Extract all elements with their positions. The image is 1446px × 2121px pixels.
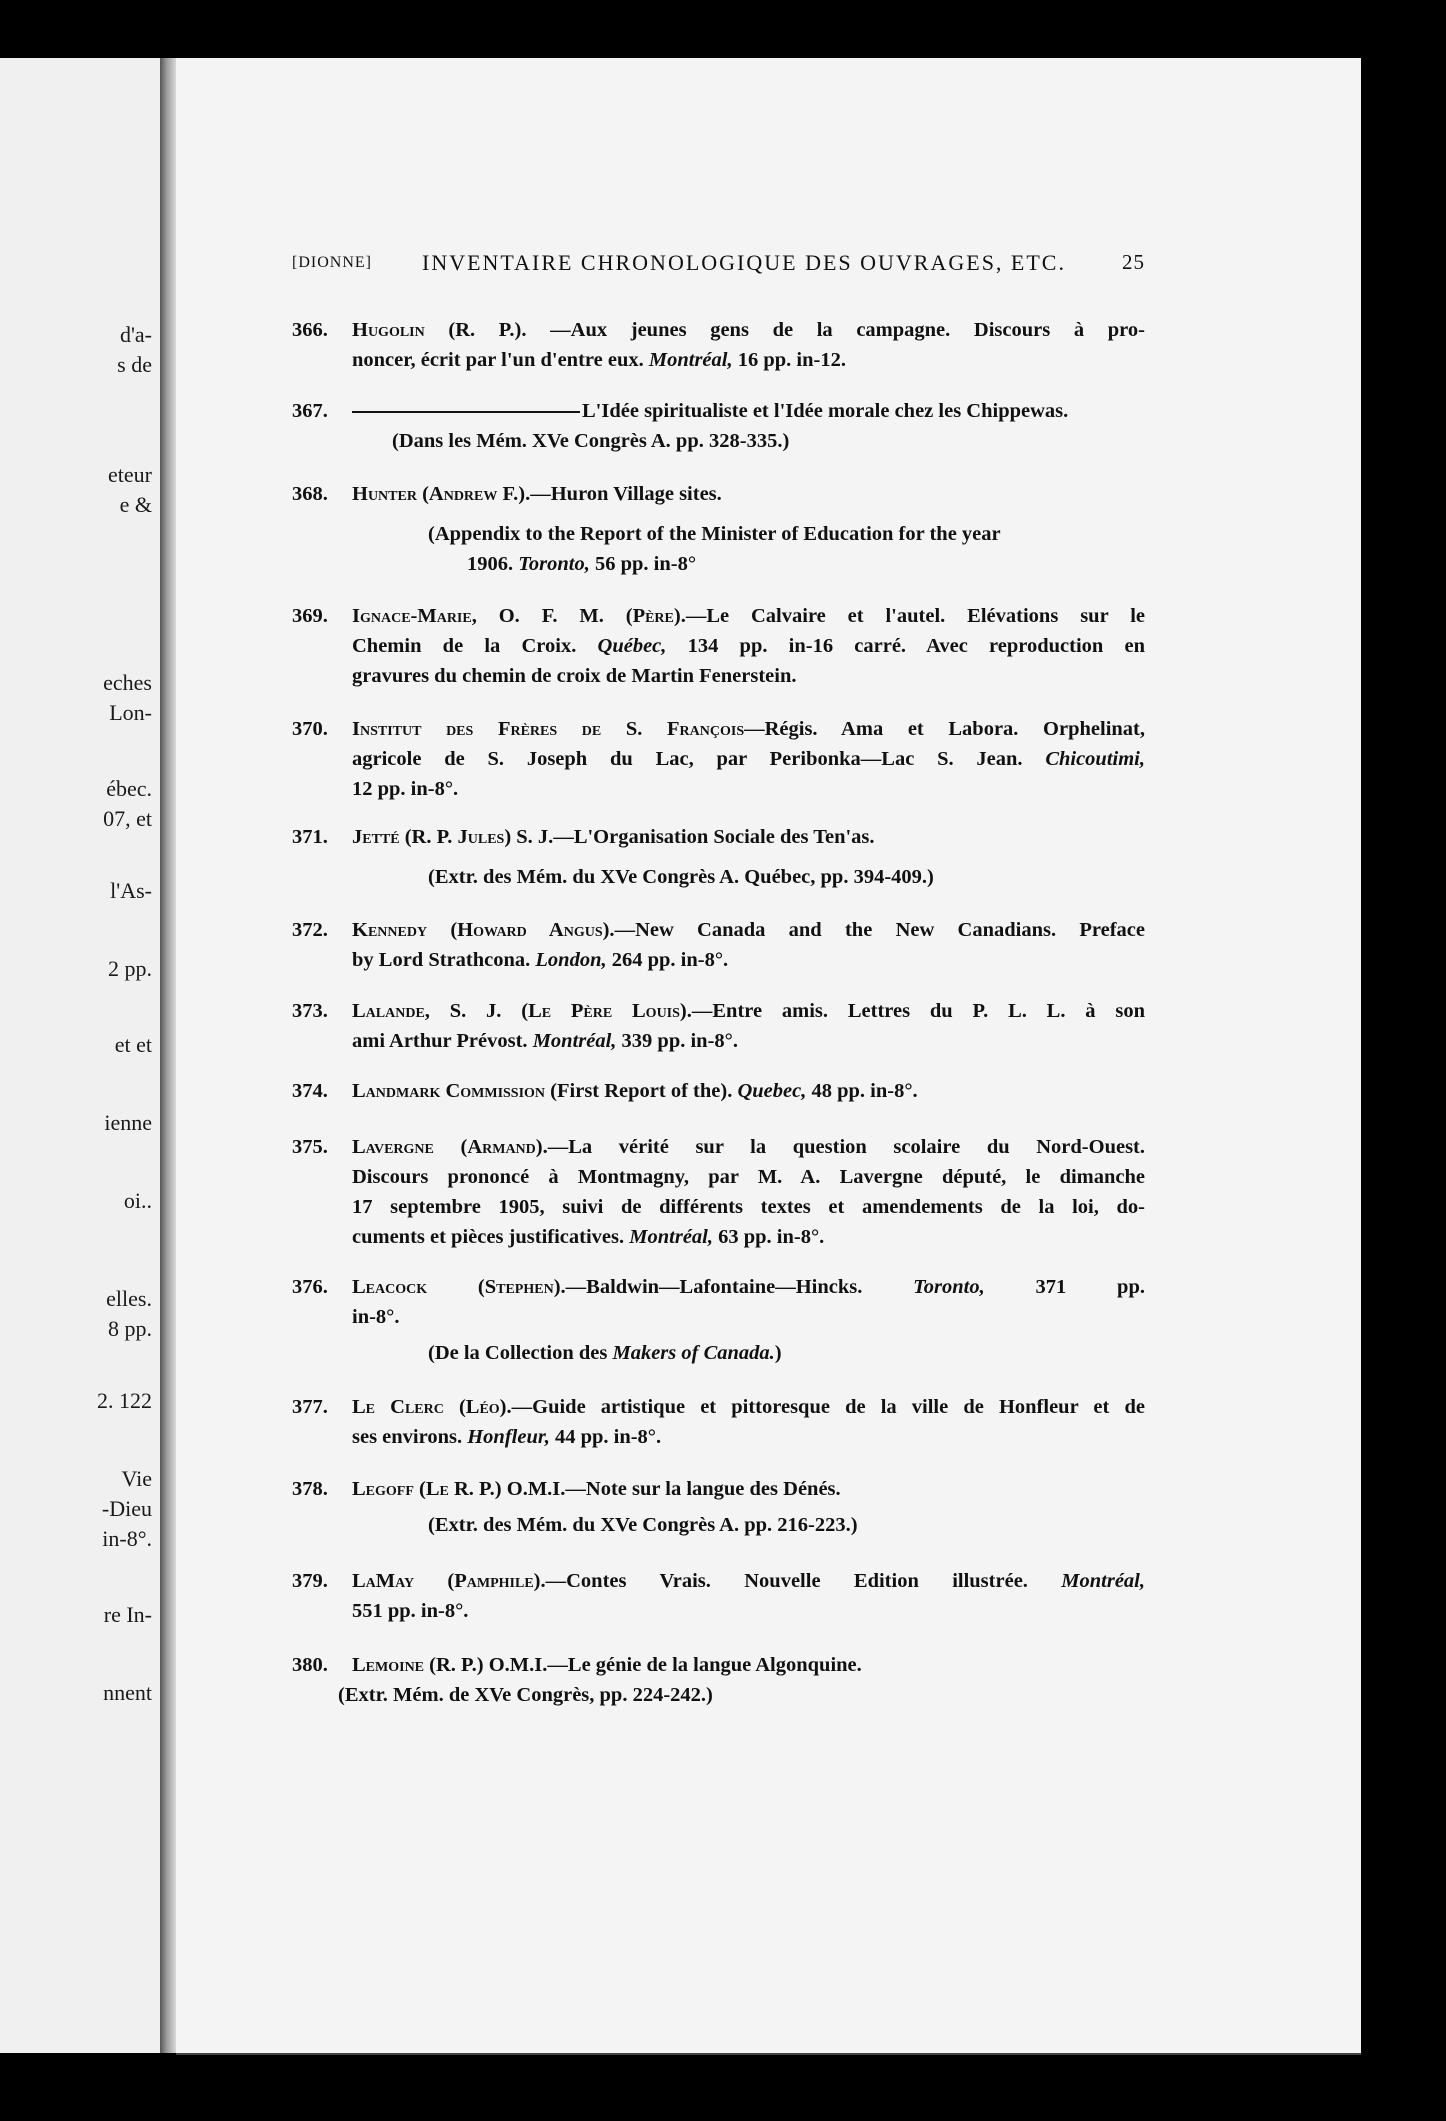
header-author: [DIONNE] — [292, 254, 372, 271]
entry-title: —Régis. Ama et Labora. Orphelinat, — [744, 718, 1145, 740]
place: Québec, — [597, 635, 667, 657]
entry-number: 376. — [292, 1276, 328, 1298]
pagination: 371 pp. — [984, 1276, 1145, 1298]
entry-title: —La vérité sur la question scolaire du Nord-Ouest. — [547, 1136, 1145, 1158]
left-fragment: elles. — [106, 1286, 152, 1311]
entry-366 — [292, 315, 1145, 375]
entry-number: 372. — [292, 919, 328, 941]
left-fragment: in-8°. — [102, 1526, 152, 1551]
entry-number: 369. — [292, 605, 328, 627]
entry-367 — [292, 396, 1145, 456]
left-fragment: 8 pp. — [108, 1316, 152, 1341]
place: Toronto, — [913, 1276, 985, 1298]
entry-371 — [292, 822, 1145, 892]
entry-title: —Baldwin—Lafontaine—Hincks. — [565, 1276, 914, 1298]
author: Ignace-Marie, O. F. M. (Père). — [352, 605, 686, 627]
pagination: in-8°. — [352, 1306, 400, 1328]
entry-375 — [292, 1132, 1145, 1252]
header-title: INVENTAIRE CHRONOLOGIQUE DES OUVRAGES, ETC. — [422, 250, 1066, 275]
author: Leacock (Stephen). — [352, 1276, 566, 1298]
pagination: 339 pp. in-8°. — [616, 1030, 738, 1052]
left-fragment: -Dieu — [101, 1496, 152, 1521]
left-fragment: s de — [117, 352, 152, 377]
pagination: 16 pp. in-12. — [732, 349, 846, 371]
author: Landmark Commission — [352, 1080, 546, 1102]
entry-373 — [292, 996, 1145, 1056]
entry-title: —Le génie de la langue Algonquine. — [547, 1654, 862, 1676]
entry-368 — [292, 479, 1145, 579]
source-note: (De la Collection des — [428, 1342, 613, 1364]
entry-number: 371. — [292, 826, 328, 848]
entry-title: —Note sur la langue des Dénés. — [565, 1478, 841, 1500]
entry-text: ses environs. — [352, 1426, 468, 1448]
source-note: (Extr. des Mém. du XVe Congrès A. Québec, pp. 394-409.) — [428, 866, 934, 888]
author: Hunter (Andrew F.). — [352, 483, 531, 505]
source-note: (Extr. Mém. de XVe Congrès, pp. 224-242.) — [338, 1684, 713, 1706]
left-fragment: 07, et — [103, 806, 152, 831]
author: Hugolin — [352, 319, 425, 341]
entry-378 — [292, 1474, 1145, 1540]
entry-number: 379. — [292, 1570, 328, 1592]
entry-370 — [292, 714, 1145, 804]
entry-title: —Contes Vrais. Nouvelle Edition illustrée. — [545, 1570, 1062, 1592]
left-fragment: d'a- — [119, 322, 152, 347]
entry-379 — [292, 1566, 1145, 1626]
entry-number: 368. — [292, 483, 328, 505]
entry-title: —Huron Village sites. — [530, 483, 722, 505]
entry-text: noncer, écrit par l'un d'entre eux. — [352, 349, 649, 371]
entry-380 — [292, 1650, 1145, 1710]
ditto-rule — [352, 411, 580, 413]
left-fragment: ienne — [104, 1110, 152, 1135]
left-fragment: e & — [119, 492, 152, 517]
pagination: 264 pp. in-8°. — [606, 949, 729, 971]
author-detail: (R. P.). — — [424, 319, 571, 341]
entry-text: ami Arthur Prévost. — [352, 1030, 533, 1052]
entry-376 — [292, 1272, 1145, 1368]
entry-374 — [292, 1076, 1145, 1106]
entry-text: by Lord Strathcona. — [352, 949, 536, 971]
place: Quebec, — [737, 1080, 807, 1102]
pagination: 48 pp. in-8°. — [806, 1080, 918, 1102]
entry-text: cuments et pièces justificatives. — [352, 1226, 630, 1248]
entry-372 — [292, 915, 1145, 975]
entry-number: 378. — [292, 1478, 328, 1500]
source-note: (Appendix to the Report of the Minister of Education for the year — [428, 523, 1001, 545]
author: Jetté (R. P. Jules) S. J. — [352, 826, 554, 848]
left-fragment: 2 pp. — [108, 956, 152, 981]
pagination: 56 pp. in-8° — [589, 553, 697, 575]
author: Lavergne (Armand). — [352, 1136, 548, 1158]
left-fragment: re In- — [103, 1602, 152, 1627]
entry-text: agricole de S. Joseph du Lac, par Peribonka—Lac S. Jean. — [352, 748, 1046, 770]
author: Legoff (Le R. P.) O.M.I. — [352, 1478, 566, 1500]
entry-number: 375. — [292, 1136, 328, 1158]
pagination: 63 pp. in-8°. — [713, 1226, 825, 1248]
source-note: (Dans les Mém. XVe Congrès A. pp. 328-335.) — [392, 430, 790, 452]
entry-text: 1906. — [467, 553, 519, 575]
entry-number: 370. — [292, 718, 328, 740]
entry-text: Chemin de la Croix. — [352, 635, 598, 657]
left-fragment: ébec. — [106, 776, 152, 801]
entry-title: (First Report of the). — [545, 1080, 738, 1102]
author: Kennedy (Howard Angus). — [352, 919, 615, 941]
entry-title: L'Idée spiritualiste et l'Idée morale chez les Chippewas. — [582, 400, 1069, 422]
left-fragment: oi.. — [123, 1188, 152, 1213]
pagination: 12 pp. in-8°. — [352, 778, 459, 800]
author: LaMay (Pamphile). — [352, 1570, 546, 1592]
entry-377 — [292, 1392, 1145, 1452]
pagination: 551 pp. in-8°. — [352, 1600, 469, 1622]
entry-number: 366. — [292, 319, 328, 341]
entry-title: —Guide artistique et pittoresque de la ville de Honfleur et de — [511, 1396, 1145, 1418]
running-header — [292, 250, 1145, 284]
place: Toronto, — [518, 553, 590, 575]
author: Lalande, S. J. (Le Père Louis). — [352, 1000, 692, 1022]
left-fragment: et et — [114, 1032, 152, 1057]
place: Montréal, — [1061, 1570, 1146, 1592]
source-note: ) — [774, 1342, 782, 1364]
author: Le Clerc (Léo). — [352, 1396, 512, 1418]
entry-number: 380. — [292, 1654, 328, 1676]
author: Lemoine (R. P.) O.M.I. — [352, 1654, 548, 1676]
author: Institut des Frères de S. François — [352, 718, 745, 740]
left-fragment: Lon- — [109, 700, 152, 725]
entry-number: 377. — [292, 1396, 328, 1418]
left-fragment: nnent — [103, 1680, 152, 1705]
entry-text: Discours prononcé à Montmagny, par M. A. Lavergne député, le dimanche — [352, 1166, 1145, 1188]
entry-title: —New Canada and the New Canadians. Preface — [614, 919, 1145, 941]
left-facing-page — [0, 58, 161, 2053]
left-fragment: Vie — [121, 1466, 152, 1491]
pagination: 44 pp. in-8°. — [549, 1426, 662, 1448]
place: Chicoutimi, — [1045, 748, 1145, 770]
entry-number: 374. — [292, 1080, 328, 1102]
left-fragment: eteur — [108, 462, 152, 487]
place: London, — [535, 949, 607, 971]
entry-title: —Le Calvaire et l'autel. Elévations sur le — [685, 605, 1145, 627]
pagination: 134 pp. in-16 carré. Avec reproduction en — [666, 635, 1145, 657]
source-note: (Extr. des Mém. du XVe Congrès A. pp. 216-223.) — [428, 1514, 858, 1536]
left-fragment: eches — [103, 670, 152, 695]
place: Montréal, — [629, 1226, 713, 1248]
entry-369 — [292, 601, 1145, 691]
entry-text: gravures du chemin de croix de Martin Fenerstein. — [352, 665, 797, 687]
left-fragment: l'As- — [110, 878, 152, 903]
left-fragment: 2. 122 — [97, 1388, 152, 1413]
place: Montréal, — [532, 1030, 617, 1052]
collection-title: Makers of Canada. — [612, 1342, 775, 1364]
place: Honfleur, — [467, 1426, 550, 1448]
entry-number: 373. — [292, 1000, 328, 1022]
entry-number: 367. — [292, 400, 328, 422]
place: Montréal, — [648, 349, 733, 371]
entry-text: 17 septembre 1905, suivi de différents textes et amendements de la loi, do- — [352, 1196, 1145, 1218]
entry-title: Aux jeunes gens de la campagne. Discours à pro- — [570, 319, 1145, 341]
entry-title: —L'Organisation Sociale des Ten'as. — [553, 826, 875, 848]
page-gutter — [160, 58, 176, 2053]
page-number: 25 — [1122, 250, 1145, 274]
entry-title: —Entre amis. Lettres du P. L. L. à son — [691, 1000, 1145, 1022]
